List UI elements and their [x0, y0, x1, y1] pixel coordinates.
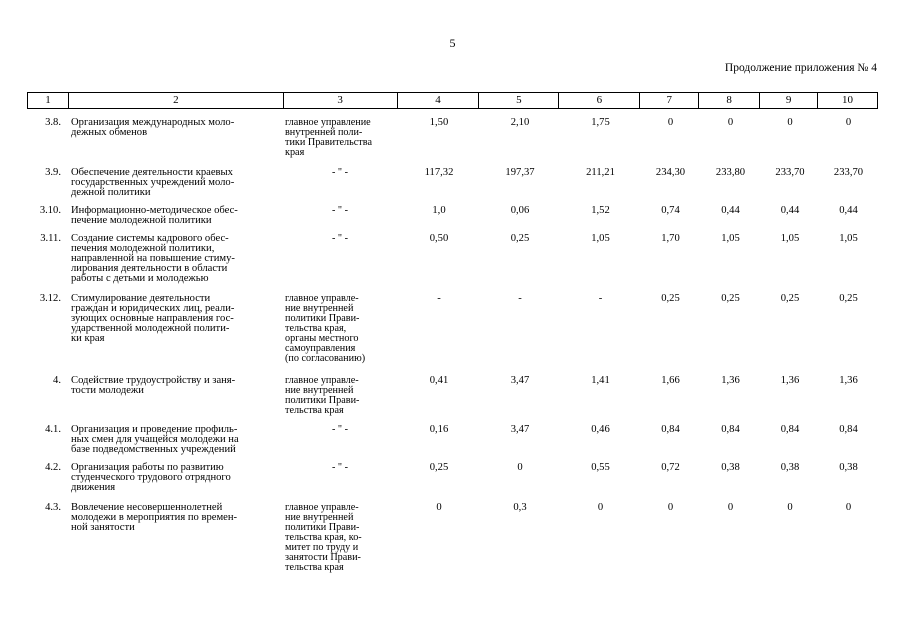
value-cell: -	[437, 293, 441, 304]
value-cell: 1,41	[591, 375, 610, 386]
text-line: движения	[71, 482, 116, 493]
text-line: политики Прави-	[285, 395, 360, 406]
text-line: ки края	[71, 333, 105, 344]
value-cell: 0,46	[591, 424, 610, 435]
row-number: 3.10.	[39, 205, 61, 216]
value-cell: 0,84	[721, 424, 740, 435]
text-line: тики Правительства	[285, 137, 372, 148]
text-line: - " -	[331, 424, 349, 435]
value-cell: 1,05	[780, 233, 800, 244]
value-cell: 0	[667, 117, 674, 128]
activity-name	[71, 206, 280, 226]
text-line: государственных учреждений моло-	[71, 177, 235, 188]
activity-name	[71, 294, 280, 344]
value-cell: 1,36	[839, 375, 858, 386]
value-cell: 0,25	[780, 293, 800, 304]
row-number: 4.1.	[45, 424, 61, 435]
text-line: Содействие трудоустройству и заня-	[71, 375, 236, 386]
value-cell: 233,80	[715, 167, 746, 178]
text-line: ударственной молодежной полити-	[71, 323, 230, 334]
row-number: 3.11.	[40, 233, 61, 244]
header-cell: 9	[760, 93, 818, 108]
table-header	[27, 92, 878, 109]
value-cell: 0	[845, 502, 852, 513]
value-cell: 3,47	[510, 375, 530, 386]
value-cell: 0	[667, 502, 674, 513]
text-line: главное управле-	[285, 502, 359, 513]
text-line: зующих основные направления гос-	[71, 313, 234, 324]
text-line: базе подведомственных учреждений	[71, 444, 236, 455]
text-line: молодежи в мероприятия по времен-	[71, 512, 238, 523]
header-cell: 6	[559, 93, 640, 108]
value-cell: 0	[597, 502, 604, 513]
text-line: (по согласованию)	[285, 353, 366, 364]
activity-name	[71, 425, 280, 455]
text-line: направленной на повышение стиму-	[71, 253, 235, 264]
text-line: главное управление	[285, 117, 371, 128]
text-line: - " -	[331, 167, 349, 178]
value-cell: 0,84	[780, 424, 800, 435]
value-cell: 0	[845, 117, 852, 128]
text-line: граждан и юридических лиц, реали-	[71, 303, 235, 314]
text-line: дежной политики	[71, 187, 151, 198]
text-line: тельства края	[285, 405, 344, 416]
value-cell: 0,72	[661, 462, 680, 473]
value-cell: -	[518, 293, 522, 304]
header-cell: 10	[818, 93, 878, 108]
value-cell: 1,75	[591, 117, 610, 128]
value-cell: 0	[727, 502, 734, 513]
value-cell: 0,41	[429, 375, 449, 386]
value-cell: 234,30	[655, 167, 686, 178]
text-line: тельства края	[285, 562, 344, 573]
value-cell: 0,25	[429, 462, 449, 473]
text-line: ных смен для учащейся молодежи на	[71, 434, 239, 445]
text-line: митет по труду и	[285, 542, 359, 553]
responsible	[285, 234, 395, 244]
text-line: тости молодежи	[71, 385, 144, 396]
text-line: Обеспечение деятельности краевых	[71, 167, 233, 178]
header-cell: 8	[699, 93, 760, 108]
header-cell: 1	[28, 93, 69, 108]
row-number: 3.12.	[39, 293, 61, 304]
text-line: политики Прави-	[285, 313, 360, 324]
value-cell: 1,36	[721, 375, 740, 386]
value-cell: 0,44	[780, 205, 800, 216]
responsible	[285, 376, 395, 416]
text-line: края	[285, 147, 305, 158]
value-cell: 0,74	[661, 205, 680, 216]
page-number: 5	[449, 36, 456, 50]
value-cell: 0	[787, 117, 793, 128]
text-line: Организация международных моло-	[71, 117, 235, 128]
text-line: Вовлечение несовершеннолетней	[71, 502, 223, 513]
value-cell: 0,84	[661, 424, 680, 435]
text-line: дежных обменов	[71, 127, 148, 138]
value-cell: 1,05	[839, 233, 858, 244]
header-cell: 2	[69, 93, 284, 108]
text-line: Организация работы по развитию	[71, 462, 224, 473]
header-cell: 5	[479, 93, 559, 108]
value-cell: 0,25	[721, 293, 740, 304]
text-line: политики Прави-	[285, 522, 360, 533]
value-cell: 0,44	[721, 205, 740, 216]
value-cell: 0	[436, 502, 442, 513]
text-line: занятости Прави-	[285, 552, 361, 563]
value-cell: 1,50	[429, 117, 449, 128]
text-line: внутренней поли-	[285, 127, 363, 138]
activity-name	[71, 168, 280, 198]
value-cell: 233,70	[775, 167, 805, 178]
activity-name	[71, 463, 280, 493]
responsible	[285, 168, 395, 178]
value-cell: 0,25	[661, 293, 680, 304]
text-line: - " -	[331, 233, 349, 244]
text-line: работы с детьми и молодежью	[71, 273, 209, 284]
value-cell: 117,32	[424, 167, 454, 178]
activity-name	[71, 118, 280, 138]
value-cell: 3,47	[510, 424, 530, 435]
text-line: - " -	[331, 205, 349, 216]
text-line: главное управле-	[285, 293, 359, 304]
activity-name	[71, 376, 280, 396]
text-line: Создание системы кадрового обес-	[71, 233, 229, 244]
text-line: Стимулирование деятельности	[71, 293, 211, 304]
text-line: ние внутренней	[285, 512, 354, 523]
value-cell: 0,55	[591, 462, 610, 473]
value-cell: 1,52	[591, 205, 610, 216]
value-cell: 0,25	[510, 233, 530, 244]
value-cell: 0,38	[780, 462, 800, 473]
value-cell: 1,66	[661, 375, 680, 386]
text-line: главное управле-	[285, 375, 359, 386]
value-cell: 0,44	[839, 205, 858, 216]
row-number: 4.	[53, 375, 61, 386]
responsible	[285, 463, 395, 473]
value-cell: 1,70	[661, 233, 680, 244]
responsible	[285, 503, 395, 573]
value-cell: 0	[727, 117, 734, 128]
text-line: Информационно-методическое обес-	[71, 205, 238, 216]
value-cell: 197,37	[505, 167, 535, 178]
value-cell: 233,70	[833, 167, 864, 178]
value-cell: 0,84	[839, 424, 858, 435]
value-cell: 0,06	[510, 205, 530, 216]
value-cell: 0,50	[429, 233, 449, 244]
responsible	[285, 294, 395, 364]
text-line: Организация и проведение профиль-	[71, 424, 238, 435]
value-cell: 0,3	[513, 502, 527, 513]
text-line: самоуправления	[285, 343, 356, 354]
value-cell: 1,0	[432, 205, 446, 216]
value-cell: 1,05	[721, 233, 740, 244]
text-line: ной занятости	[71, 522, 135, 533]
text-line: - " -	[331, 462, 349, 473]
header-cell: 4	[398, 93, 480, 108]
activity-name	[71, 234, 280, 284]
activity-name	[71, 503, 280, 533]
continuation-label: Продолжение приложения № 4	[724, 62, 877, 74]
text-line: печение молодежной политики	[71, 215, 212, 226]
text-line: студенческого трудового отрядного	[71, 472, 231, 483]
responsible	[285, 118, 395, 158]
responsible	[285, 206, 395, 216]
header-cell: 7	[640, 93, 699, 108]
row-number: 3.9.	[45, 167, 61, 178]
value-cell: 0,25	[839, 293, 858, 304]
text-line: тельства края, ко-	[285, 532, 362, 543]
value-cell: 211,21	[586, 167, 615, 178]
value-cell: 2,10	[510, 117, 530, 128]
text-line: ние внутренней	[285, 385, 354, 396]
text-line: органы местного	[285, 333, 359, 344]
text-line: печения молодежной политики,	[71, 243, 215, 254]
value-cell: 1,05	[591, 233, 610, 244]
row-number: 3.8.	[45, 117, 61, 128]
value-cell: 0,38	[839, 462, 858, 473]
header-cell: 3	[284, 93, 398, 108]
value-cell: 0,16	[429, 424, 449, 435]
value-cell: 1,36	[780, 375, 800, 386]
value-cell: 0,38	[721, 462, 740, 473]
row-number: 4.3.	[45, 502, 61, 513]
row-number: 4.2.	[45, 462, 61, 473]
value-cell: 0	[787, 502, 793, 513]
value-cell: 0	[517, 462, 523, 473]
text-line: лирования деятельности в области	[71, 263, 228, 274]
text-line: ние внутренней	[285, 303, 354, 314]
value-cell: -	[598, 293, 603, 304]
responsible	[285, 425, 395, 435]
text-line: тельства края,	[285, 323, 347, 334]
